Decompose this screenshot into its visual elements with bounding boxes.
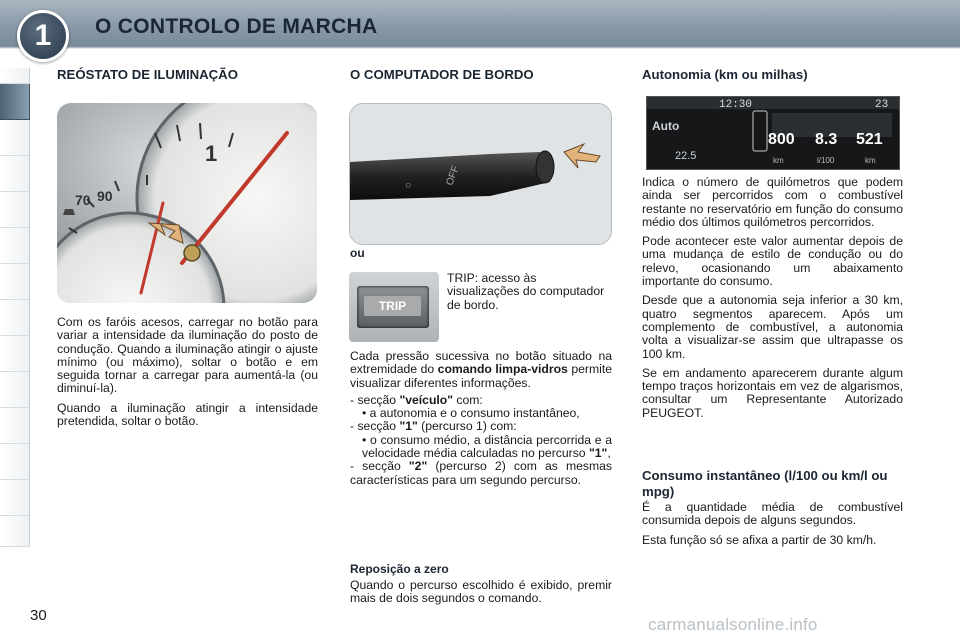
chapter-tab[interactable] xyxy=(0,336,30,372)
chapter-number: 1 xyxy=(34,19,52,52)
rheostat-button xyxy=(184,245,200,261)
reset-title: Reposição a zero xyxy=(350,562,449,576)
trip-description: TRIP: acesso às visualizações do computador de bordo. xyxy=(447,271,605,312)
display-value-consumption: 8.3 xyxy=(815,131,838,148)
list-item: • o consumo médio, a distância percorrida e a velocidade média calculadas no percurso "1", xyxy=(362,432,612,461)
wiper-stalk-image xyxy=(349,103,612,245)
header-shadow xyxy=(0,46,960,49)
dial-number-1: 1 xyxy=(205,141,218,166)
chapter-tab[interactable] xyxy=(0,444,30,480)
chapter-number-badge xyxy=(17,10,69,62)
range-paragraph-2: Pode acontecer este valor aumentar depois de uma mudança de estilo de condução ou do relevo, ocasionando um abaixamento importante do consumo. xyxy=(642,234,903,289)
chapter-tab[interactable] xyxy=(0,228,30,264)
display-auto: Auto xyxy=(652,119,680,133)
watermark: carmanualsonline.info xyxy=(648,615,818,634)
list-item: - secção "veículo" com: xyxy=(350,392,483,407)
chapter-tabs xyxy=(0,68,30,547)
trip-computer-text xyxy=(350,350,612,487)
display-unit-2: l/100 xyxy=(817,156,835,165)
sections-list xyxy=(350,394,612,487)
multifunction-display xyxy=(646,96,900,170)
chapter-tab[interactable] xyxy=(0,372,30,408)
list-item: - secção "1" (percurso 1) com: xyxy=(350,419,517,434)
dial-number-90: 90 xyxy=(97,188,113,204)
range-paragraph-3: Desde que a autonomia seja inferior a 30 km, quatro segmentos aparecem. Após um complemento de combustível, a autonomia volta a visualizar-se assim que ultrapasse os 100 km. xyxy=(642,293,903,361)
page-title: O CONTROLO DE MARCHA xyxy=(95,15,378,38)
chapter-tab[interactable] xyxy=(0,408,30,444)
consumption-paragraph-2: Esta função só se afixa a partir de 30 km/h. xyxy=(642,532,877,547)
chapter-tab[interactable] xyxy=(0,264,30,300)
svg-text:OFF: OFF xyxy=(444,164,462,188)
rheostat-paragraph-1: Com os faróis acesos, carregar no botão para variar a intensidade da iluminação do posto de condução. Quando a iluminação atingir o ajuste mínimo (ou máximo), soltar o botão e em seguida tornar a carregar para aumentá-la (ou diminuí-la). xyxy=(57,315,318,396)
ou-label: ou xyxy=(350,246,365,260)
display-unit-3: km xyxy=(865,156,876,165)
chapter-tab[interactable] xyxy=(0,68,30,84)
dial-number-70: 70 xyxy=(75,192,91,208)
display-value-range: 800 xyxy=(768,131,795,148)
dashboard-dial-image xyxy=(57,103,317,303)
rheostat-text xyxy=(57,316,318,434)
section-title-trip-computer: O COMPUTADOR DE BORDO xyxy=(350,67,534,82)
reset-text: Quando o percurso escolhido é exibido, premir mais de dois segundos o comando. xyxy=(350,578,612,606)
chapter-tab[interactable] xyxy=(0,156,30,192)
chapter-tab[interactable] xyxy=(0,300,30,336)
list-item: • a autonomia e o consumo instantâneo, xyxy=(362,406,580,421)
stalk-end-button xyxy=(536,151,554,183)
range-paragraph-1: Indica o número de quilómetros que podem ainda ser percorridos com o combustível restante no reservatório em função do consumo médio dos últimos quilómetros percorridos. xyxy=(642,175,903,229)
consumption-paragraph-1: É a quantidade média de combustível consumida depois de alguns segundos. xyxy=(642,500,903,528)
range-paragraph-4: Se em andamento aparecerem durante algum tempo traços horizontais em vez de algarismos, consultar um Representante Autorizado PEUGEOT. xyxy=(642,365,903,420)
list-item: - secção "2" (percurso 2) com as mesmas características para um segundo percurso. xyxy=(350,459,613,487)
display-value-distance: 521 xyxy=(856,131,883,148)
display-time: 12:30 xyxy=(719,99,753,111)
trip-button[interactable] xyxy=(357,286,429,328)
display-unit-1: km xyxy=(773,156,784,165)
display-illustration xyxy=(647,97,899,169)
chapter-tab[interactable] xyxy=(0,480,30,516)
section-title-consumption: Consumo instantâneo (l/100 ou km/l ou mpg) xyxy=(642,468,888,499)
display-temp2: 22.5 xyxy=(675,150,697,162)
stalk-illustration xyxy=(350,104,611,244)
chapter-tab[interactable] xyxy=(0,192,30,228)
rheostat-paragraph-2: Quando a iluminação atingir a intensidade pretendida, soltar o botão. xyxy=(57,400,318,429)
chapter-tab-active[interactable] xyxy=(0,84,30,120)
section-title-range: Autonomia (km ou milhas) xyxy=(642,67,808,82)
chapter-tab[interactable] xyxy=(0,516,30,547)
svg-text:○: ○ xyxy=(402,180,415,191)
intro-text: Cada pressão sucessiva no botão situado na extremidade do xyxy=(350,349,612,377)
intro-text-end: permite visualizar diferentes informações. xyxy=(350,362,612,390)
section-title-rheostat: REÓSTATO DE ILUMINAÇÃO xyxy=(57,67,238,82)
consumption-text xyxy=(642,501,903,553)
intro-bold: comando limpa-vidros xyxy=(437,362,568,377)
trip-button-label: TRIP xyxy=(364,296,421,316)
dial-illustration xyxy=(57,103,317,303)
display-temp: 23 xyxy=(875,99,889,111)
page-number: 30 xyxy=(30,607,47,624)
range-text xyxy=(642,176,903,426)
trip-button-panel xyxy=(349,272,439,342)
chapter-tab[interactable] xyxy=(0,120,30,156)
